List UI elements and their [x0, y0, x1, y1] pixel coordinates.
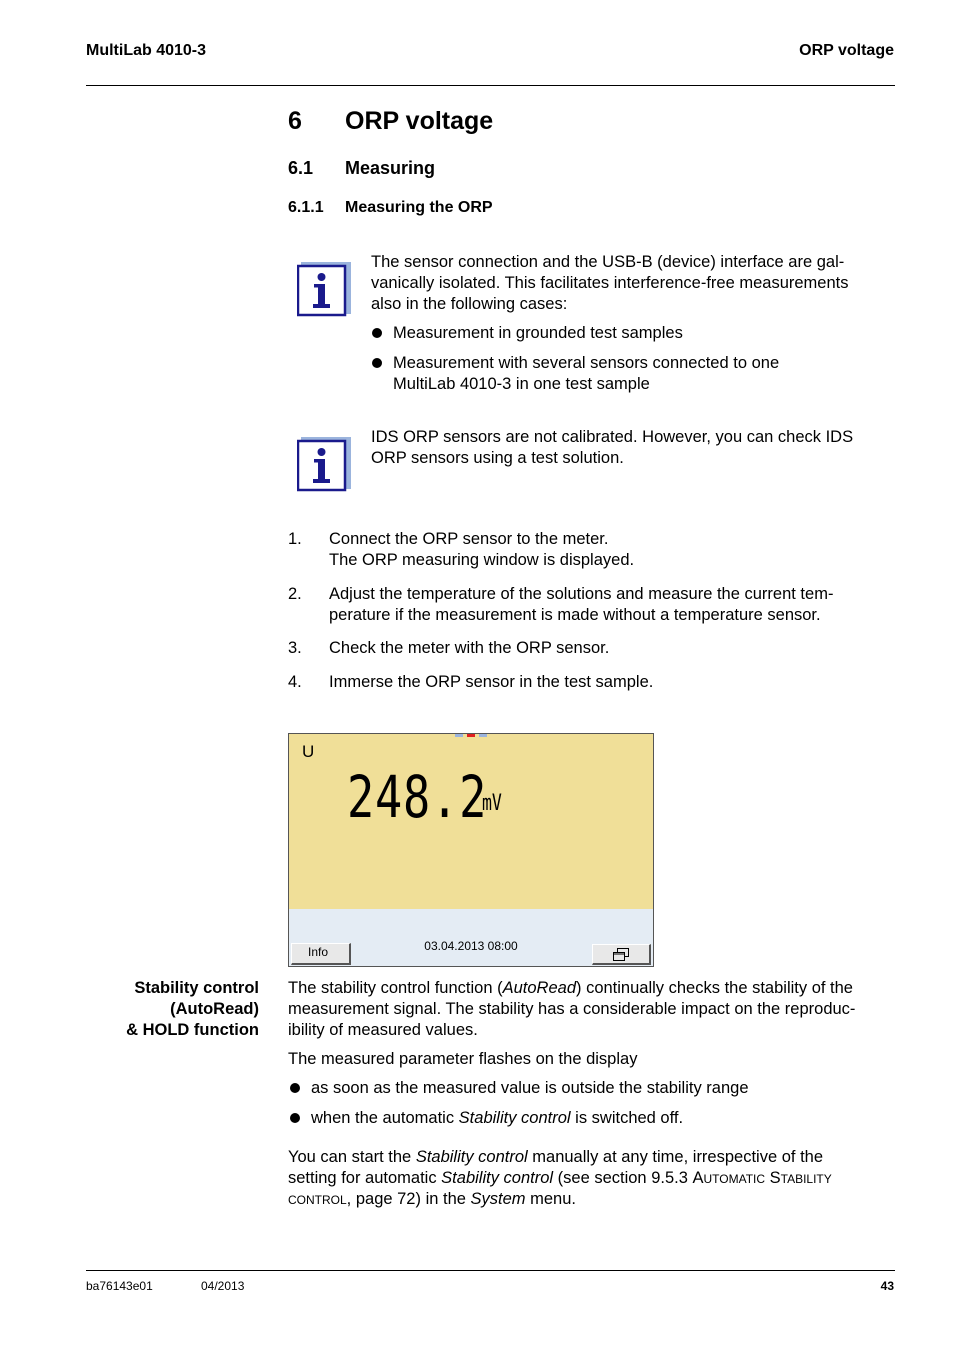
parameter-label: U [302, 742, 315, 761]
date-time: 03.04.2013 08:00 [424, 939, 518, 953]
header-rule [86, 85, 895, 86]
footer-doc-number: ba76143e01 [86, 1279, 153, 1293]
note-bullet-grounded: Measurement in grounded test samples [393, 324, 683, 342]
step-text: Check the meter with the ORP sensor. [329, 639, 610, 657]
flashing-paragraph: The measured parameter flashes on the display [288, 1050, 638, 1068]
indicator-bar [455, 734, 463, 737]
measured-unit: mV [482, 791, 502, 816]
step-number: 3. [288, 639, 302, 657]
note-calibration: IDS ORP sensors are not calibrated. However, you can check IDS ORP sensors using a test solution. [371, 428, 854, 467]
status-bar [289, 909, 653, 966]
window-button[interactable] [592, 944, 651, 965]
bullet-dot [290, 1083, 300, 1093]
stability-paragraph: The stability control function (AutoRead) continually checks the stability of the measurement signal. The stability has a considerable impact on the reproduc- ibility of measured values. [288, 979, 856, 1039]
footer-date: 04/2013 [201, 1279, 245, 1293]
indicator-bar [479, 734, 487, 737]
step-text: Adjust the temperature of the solutions and measure the current tem- perature if the measurement is made without a temperature sensor. [329, 585, 834, 624]
step-number: 2. [288, 585, 302, 603]
bullet-dot [372, 328, 382, 338]
bullet-dot [290, 1113, 300, 1123]
step-number: 1. [288, 530, 302, 548]
page-number: 43 [880, 1279, 894, 1293]
step-number: 4. [288, 673, 302, 691]
windows-icon [613, 948, 629, 962]
indicator-bar-active [467, 734, 475, 737]
step-text: Immerse the ORP sensor in the test sample. [329, 673, 654, 691]
meter-display [288, 733, 654, 967]
subsection-heading: 6.1.1 Measuring the ORP [288, 199, 493, 216]
step-text: Connect the ORP sensor to the meter. The ORP measuring window is displayed. [329, 530, 635, 569]
note-isolation: The sensor connection and the USB-B (device) interface are gal- vanically isolated. This facilitates interference-free measurements also in the following cases: [371, 253, 849, 313]
info-button[interactable]: Info [291, 943, 351, 965]
section-heading: 6.1 Measuring [288, 158, 436, 178]
footer-rule [86, 1270, 895, 1271]
header-chapter-title: ORP voltage [799, 42, 894, 59]
manual-start-paragraph: You can start the Stability control manually at any time, irrespective of the setting for automatic Stability control (see section 9.5.3 Automatic Stability control, page 72) in the System menu. [288, 1148, 832, 1208]
header-doc-title: MultiLab 4010-3 [86, 42, 207, 59]
measured-value: 248.2 [347, 763, 488, 831]
bullet-stability-range: as soon as the measured value is outside the stability range [311, 1079, 749, 1097]
sidebar-label-stability: Stability control (AutoRead) & HOLD function [126, 979, 259, 1039]
info-icon [297, 262, 351, 318]
bullet-switched-off: when the automatic Stability control is switched off. [311, 1109, 684, 1127]
bullet-dot [372, 358, 382, 368]
chapter-heading: 6 ORP voltage [288, 107, 494, 135]
info-icon [297, 437, 351, 493]
note-bullet-several-sensors: Measurement with several sensors connected to one MultiLab 4010-3 in one test sample [393, 354, 780, 393]
